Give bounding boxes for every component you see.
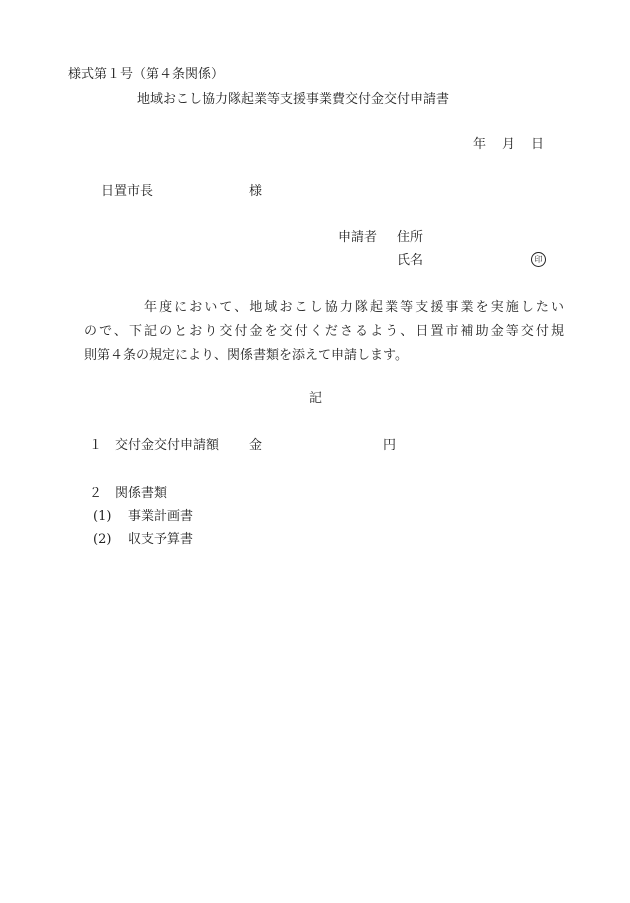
body-line-1: 年度において、地域おこし協力隊起業等支援事業を実施したい [144,300,564,315]
item2-number: ２ [89,486,103,501]
body-line-3: 則第４条の規定により、関係書類を添えて申請します。 [84,348,408,363]
name-label: 氏名 [397,253,424,268]
body-paragraph [84,296,564,368]
applicant-label: 申請者 [338,230,378,245]
address-label: 住所 [397,230,424,245]
item1-prefix: 金 [249,438,263,453]
date-day: 日 [531,137,545,152]
date-year: 年 [473,137,487,152]
form-number: 様式第１号（第４条関係） [68,67,225,82]
document-title: 地域おこし協力隊起業等支援事業費交付金交付申請書 [137,92,450,107]
seal-mark: 印 [531,252,546,267]
date-month: 月 [502,137,516,152]
addressee-name: 日置市長 [101,184,154,199]
addressee-honorific: 様 [249,184,263,199]
item1-unit: 円 [383,438,397,453]
ki-heading: 記 [309,391,323,406]
sub-item-1-number: (1) [93,509,112,524]
body-line-2: ので、下記のとおり交付金を交付くださるよう、日置市補助金等交付規 [84,324,564,339]
item1-label: 交付金交付申請額 [115,438,220,453]
sub-item-1-label: 事業計画書 [128,509,194,524]
item2-label: 関係書類 [115,486,168,501]
item1-number: １ [89,438,103,453]
sub-item-2-number: (2) [93,532,112,547]
sub-item-2-label: 収支予算書 [128,532,194,547]
